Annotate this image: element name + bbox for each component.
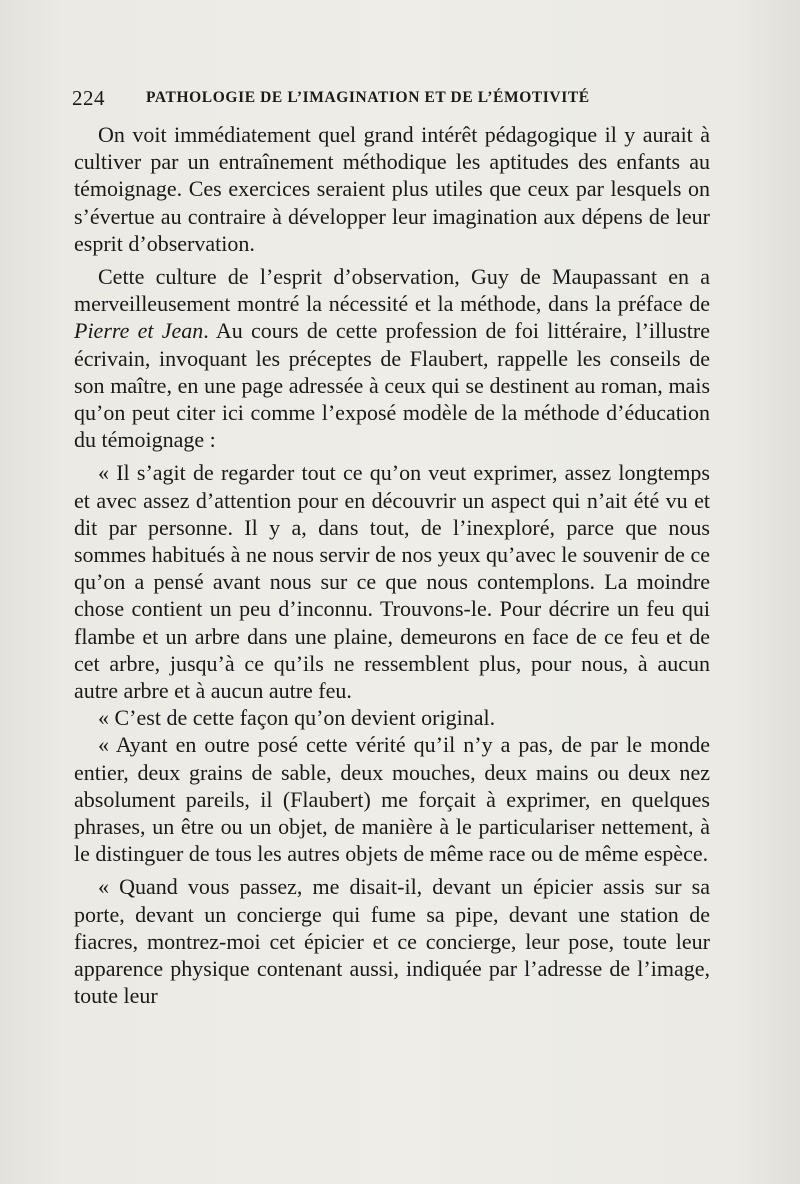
paragraph-text: . Au cours de cette profession de foi littéraire, l’illustre écrivain, invoquant les préceptes de Flaubert, rappelle les conseils de son maître, en une page adressée à ceux qui se destinent au roman, mais qu’on peut citer ici comme l’exposé modèle de la méthode d’éducation du témoignage : bbox=[74, 318, 711, 453]
paragraph-observation: On voit immédiatement quel grand intérêt pédagogique il y aurait à cultiver par un entraînement méthodique les aptitudes des enfants au témoignage. Ces exercices seraient plus utiles que ceux par lesquels on s’évertue au contraire à développer leur imagination aux dépens de leur esprit d’observation. bbox=[74, 122, 710, 256]
paragraph-text: Cette culture de l’esprit d’observation, Guy de Maupassant en a merveilleusement montré la nécessité et la méthode, dans la préface de bbox=[74, 264, 710, 317]
quote-paragraph-regarder: « Il s’agit de regarder tout ce qu’on veut exprimer, assez longtemps et avec assez d’attention pour en découvrir un aspect qui n’ait été vu et dit par personne. Il y a, dans tout, de l’inexploré, parce que nous sommes habitués à ne nous servir de nos yeux qu’avec le souvenir de ce qu’on a pensé avant nous sur ce que nous contemplons. La moindre chose contient un peu d’inconnu. Trouvons-le. Pour décrire un feu qui flambe et un arbre dans une plaine, demeurons en face de ce feu et de cet arbre, jusqu’à ce qu’ils ne ressemblent plus, pour nous, à aucun autre arbre et à aucun autre feu. bbox=[74, 460, 710, 704]
page-body bbox=[74, 121, 710, 1016]
paragraph-maupassant bbox=[74, 263, 710, 453]
quote-paragraph-epicier: « Quand vous passez, me disait-il, devant un épicier assis sur sa porte, devant un concierge qui fume sa pipe, devant une station de fiacres, montrez-moi cet épicier et ce concierge, leur pose, toute leur apparence physique contenant aussi, indiquée par l’adresse de l’image, toute leur bbox=[74, 874, 710, 1009]
page-number: 224 bbox=[72, 86, 105, 110]
running-title: PATHOLOGIE DE L’IMAGINATION ET DE L’ÉMOTIVITÉ bbox=[146, 89, 590, 106]
quote-paragraph-flaubert: « Ayant en outre posé cette vérité qu’il n’y a pas, de par le monde entier, deux grains de sable, deux mouches, deux mains ou deux nez absolument pareils, il (Flaubert) me forçait à exprimer, en quelques phrases, un être ou un objet, de manière à le particulariser nettement, à le distinguer de tous les autres objets de même race ou de même espèce. bbox=[74, 732, 710, 867]
book-title: Pierre et Jean bbox=[74, 318, 204, 344]
quote-paragraph-original: « C’est de cette façon qu’on devient original. bbox=[98, 705, 496, 731]
page-header bbox=[72, 86, 712, 112]
